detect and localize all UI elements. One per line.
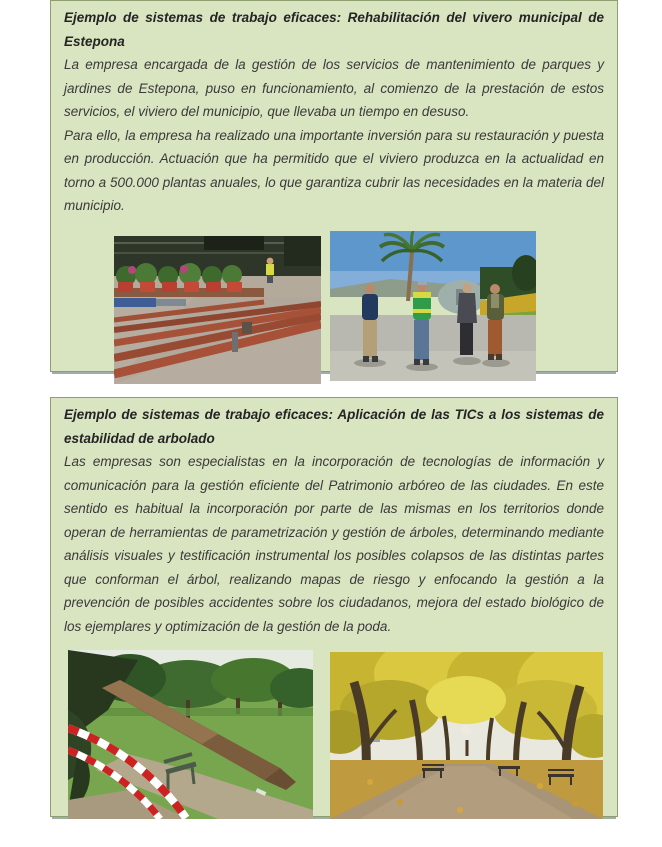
section-paragraph: Las empresas son especialistas en la incorporación de tecnologías de información y comunicación para la gestión eficiente del Patrimonio arbóreo de las ciudades. En este sentido es habitual la incorporación por parte de las mismas en los territorios donde operan de herramientas de parametrización y gestión de árboles, determinando mediante análisis visuales y testificación instrumental los posibles colapsos de las distintas partes que conforman el árbol, realizando mapas de riesgo y enfocando la gestión a la prevención de posibles accidentes sobre los ciudadanos, mejora del estado biológico de los ejemplares y optimización de la gestión de la poda. bbox=[64, 454, 604, 634]
photo-nursery-beds-illustration bbox=[114, 236, 321, 384]
section-box-tics-arbolado bbox=[50, 397, 618, 817]
photo-autumn-avenue-illustration bbox=[330, 652, 603, 819]
photo-nursery-beds bbox=[114, 236, 321, 384]
photo-row bbox=[64, 644, 604, 819]
photo-row bbox=[64, 227, 604, 384]
section-paragraph: La empresa encargada de la gestión de los servicios de mantenimiento de parques y jardines de Estepona, puso en funcionamiento, al comienzo de la prestación de estos servicios, el viviero del municipio, que llevaba un tiempo en desuso. bbox=[64, 57, 604, 119]
photo-nursery-visit-illustration bbox=[330, 231, 536, 381]
photo-fallen-tree bbox=[68, 650, 313, 819]
photo-autumn-avenue bbox=[330, 652, 603, 819]
section-paragraph: Para ello, la empresa ha realizado una importante inversión para su restauración y puesta en producción. Actuación que ha permitido que el viviero produzca en la actualidad en torno a 500.000 plantas anuales, lo que garantiza cubrir las necesidades en la materia del municipio. bbox=[64, 127, 604, 213]
photo-fallen-tree-illustration bbox=[68, 650, 313, 819]
section-title: Ejemplo de sistemas de trabajo eficaces: Aplicación de las TICs a los sistemas de estabilidad de arbolado bbox=[64, 407, 604, 446]
section-box-vivero-estepona bbox=[50, 0, 618, 372]
worker-figure bbox=[266, 257, 274, 282]
photo-nursery-visit bbox=[330, 231, 536, 381]
ground-and-brick-rows bbox=[114, 297, 321, 384]
leafy-ground bbox=[330, 760, 603, 819]
section-title: Ejemplo de sistemas de trabajo eficaces: Rehabilitación del vivero municipal de Estepona bbox=[64, 10, 604, 49]
